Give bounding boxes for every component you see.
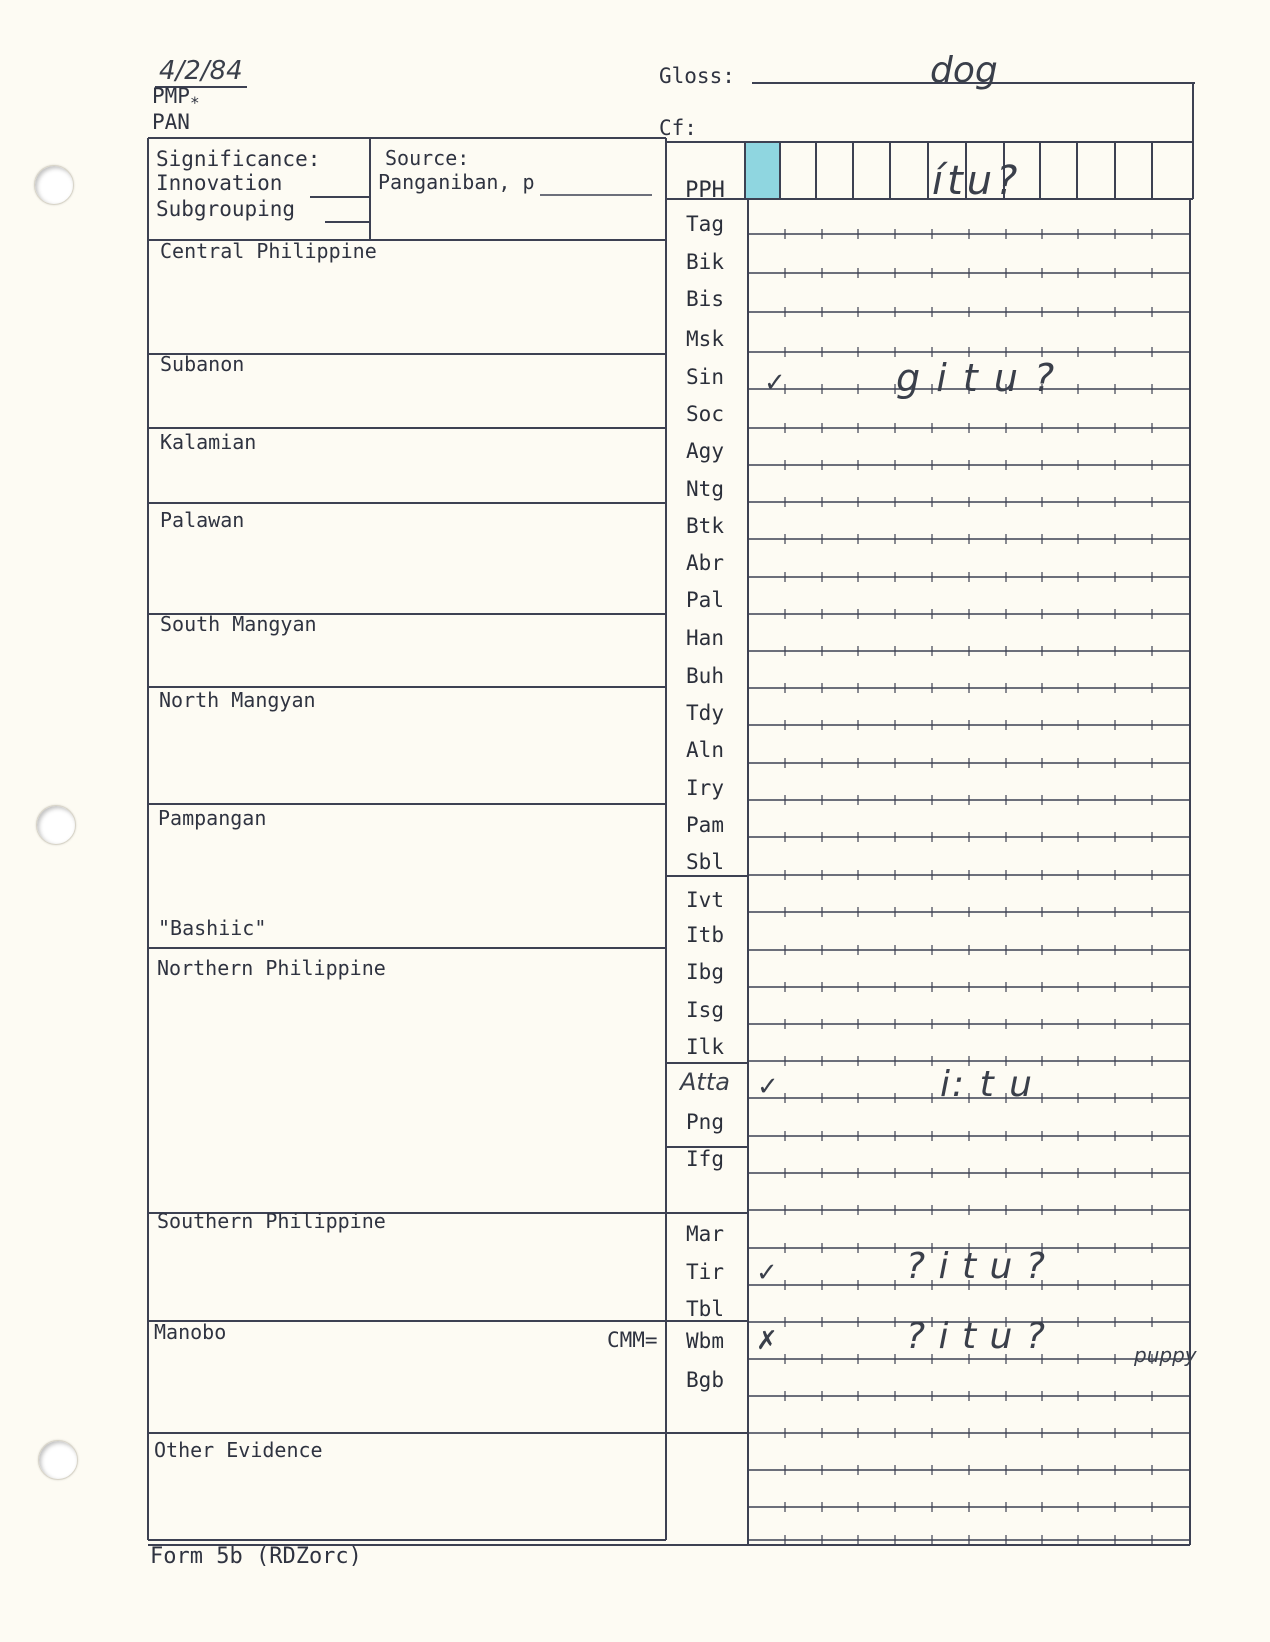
lang-aln: Aln: [686, 738, 724, 762]
lang-tdy: Tdy: [686, 701, 724, 725]
pmp-label: $PMP_*$: [152, 84, 200, 113]
lang-itb: Itb: [686, 923, 724, 947]
lang-bis: Bis: [686, 287, 724, 311]
group-other-evidence: Other Evidence: [154, 1438, 323, 1462]
group-subanon: Subanon: [160, 352, 245, 376]
sin-check: ✓: [764, 368, 786, 398]
innovation-label: Innovation: [156, 171, 283, 195]
lang-png: Png: [686, 1110, 724, 1134]
group-pampangan: Pampangan: [158, 806, 267, 830]
lang-ibg: Ibg: [686, 960, 724, 984]
lang-isg: Isg: [686, 998, 724, 1022]
wbm-check: ✗: [756, 1326, 778, 1356]
sin-form: g i t u ?: [896, 356, 1057, 400]
lang-msk: Msk: [686, 327, 724, 351]
atta-check: ✓: [757, 1072, 779, 1102]
cmm-label: CMM=: [607, 1328, 658, 1352]
group-southern-philippine: Southern Philippine: [157, 1209, 386, 1233]
lang-ilk: Ilk: [686, 1035, 724, 1059]
lang-bgb: Bgb: [686, 1368, 724, 1392]
lang-pph: PPH: [685, 178, 725, 203]
lang-sbl: Sbl: [686, 850, 724, 874]
lang-ifg: Ifg: [686, 1147, 724, 1171]
lang-atta: Atta: [680, 1068, 730, 1096]
tir-check: ✓: [756, 1258, 778, 1288]
pmp-asterisk: *: [189, 93, 200, 113]
group-north-mangyan: North Mangyan: [159, 688, 316, 712]
lang-soc: Soc: [686, 402, 724, 426]
date-field: 4/2/84: [155, 56, 247, 88]
lang-iry: Iry: [686, 776, 724, 800]
group-manobo: Manobo: [154, 1320, 227, 1344]
significance-label: Significance:: [156, 147, 321, 171]
lang-ivt: Ivt: [686, 888, 724, 912]
cf-label: Cf:: [659, 116, 697, 140]
source-value: Panganiban, p: [378, 170, 535, 194]
lang-ntg: Ntg: [686, 477, 724, 501]
pph-highlight-cell: [745, 143, 779, 198]
lang-wbm: Wbm: [686, 1329, 724, 1353]
lang-buh: Buh: [686, 664, 724, 688]
gloss-value: dog: [930, 50, 998, 91]
gloss-label: Gloss:: [659, 64, 735, 88]
lang-sin: Sin: [686, 365, 724, 389]
lang-abr: Abr: [686, 551, 724, 575]
group-central-philippine: Central Philippine: [160, 239, 377, 263]
atta-form: i: t u: [940, 1064, 1034, 1105]
wbm-form: ? i t u ?: [906, 1316, 1046, 1357]
lang-han: Han: [686, 626, 724, 650]
lang-tbl: Tbl: [686, 1297, 724, 1321]
group-northern-philippine: Northern Philippine: [157, 956, 386, 980]
lang-pal: Pal: [686, 588, 724, 612]
tir-form: ? i t u ?: [906, 1246, 1046, 1287]
group-kalamian: Kalamian: [160, 430, 257, 454]
pph-form: ítu?: [932, 158, 1022, 204]
pan-label: PAN: [152, 110, 190, 134]
lang-agy: Agy: [686, 439, 724, 463]
lang-tir: Tir: [686, 1260, 724, 1284]
lang-tag: Tag: [686, 212, 724, 236]
lang-btk: Btk: [686, 514, 724, 538]
wbm-note: puppy: [1134, 1343, 1197, 1367]
form-label: Form 5b (RDZorc): [150, 1544, 362, 1569]
lang-mar: Mar: [686, 1222, 724, 1246]
group-south-mangyan: South Mangyan: [160, 612, 317, 636]
group-palawan: Palawan: [160, 508, 245, 532]
source-label: Source:: [385, 146, 470, 170]
lang-bik: Bik: [686, 250, 724, 274]
lang-pam: Pam: [686, 813, 724, 837]
group-bashiic: "Bashiic": [158, 916, 267, 940]
subgrouping-label: Subgrouping: [156, 197, 296, 221]
